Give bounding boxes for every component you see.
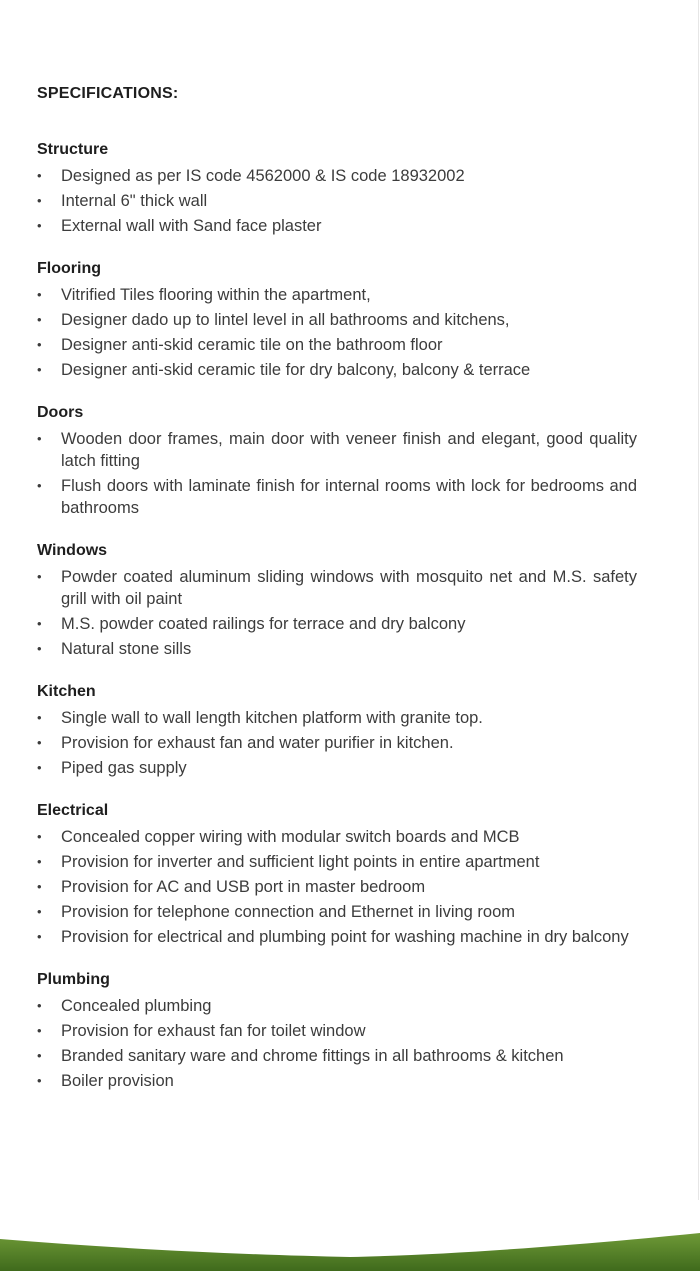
list-item bbox=[37, 995, 637, 1017]
bullet-icon: • bbox=[37, 710, 42, 725]
bullet-icon: • bbox=[37, 904, 42, 919]
spec-list bbox=[37, 428, 637, 519]
list-item-text: Provision for exhaust fan and water purifier in kitchen. bbox=[61, 734, 454, 752]
bullet-icon: • bbox=[37, 998, 42, 1013]
bullet-icon: • bbox=[37, 218, 42, 233]
list-item bbox=[37, 707, 637, 729]
bullet-icon: • bbox=[37, 1073, 42, 1088]
list-item-text: Concealed plumbing bbox=[61, 997, 212, 1015]
spec-list bbox=[37, 165, 637, 237]
list-item-text: Provision for AC and USB port in master bedroom bbox=[61, 878, 426, 896]
section-title: Structure bbox=[37, 141, 109, 158]
list-item bbox=[37, 165, 637, 187]
list-item-text: Concealed copper wiring with modular switch boards and MCB bbox=[61, 828, 520, 846]
bullet-icon: • bbox=[37, 616, 42, 631]
section-title: Windows bbox=[37, 542, 108, 559]
list-item bbox=[37, 613, 637, 635]
bullet-icon: • bbox=[37, 1023, 42, 1038]
list-item bbox=[37, 309, 637, 331]
bullet-icon: • bbox=[37, 1048, 42, 1063]
list-item-text: Single wall to wall length kitchen platform with granite top. bbox=[61, 709, 483, 727]
list-item-text: External wall with Sand face plaster bbox=[61, 217, 322, 235]
list-item bbox=[37, 638, 637, 660]
list-item-text: Provision for inverter and sufficient light points in entire apartment bbox=[61, 853, 540, 871]
list-item bbox=[37, 1070, 637, 1092]
list-item-text: Natural stone sills bbox=[61, 640, 192, 658]
section-plumbing bbox=[37, 970, 637, 1092]
list-item bbox=[37, 475, 637, 519]
list-item bbox=[37, 215, 637, 237]
bullet-icon: • bbox=[37, 337, 42, 352]
section-title: Kitchen bbox=[37, 683, 96, 700]
list-item bbox=[37, 851, 637, 873]
section-kitchen bbox=[37, 682, 637, 779]
bullet-icon: • bbox=[37, 431, 42, 446]
list-item bbox=[37, 1045, 637, 1067]
spec-list bbox=[37, 566, 637, 660]
list-item-text: M.S. powder coated railings for terrace and dry balcony bbox=[61, 615, 466, 633]
list-item bbox=[37, 190, 637, 212]
list-item-text: Designed as per IS code 4562000 & IS code 18932002 bbox=[61, 167, 465, 185]
bullet-icon: • bbox=[37, 879, 42, 894]
grass-shape bbox=[0, 1233, 700, 1271]
bullet-icon: • bbox=[37, 854, 42, 869]
list-item-text: Provision for exhaust fan for toilet window bbox=[61, 1022, 366, 1040]
list-item bbox=[37, 926, 637, 948]
list-item-text: Flush doors with laminate finish for internal rooms with lock for bedrooms and bathrooms bbox=[61, 477, 637, 517]
spec-list bbox=[37, 995, 637, 1092]
list-item-text: Powder coated aluminum sliding windows with mosquito net and M.S. safety grill with oil paint bbox=[61, 568, 637, 608]
list-item bbox=[37, 826, 637, 848]
bullet-icon: • bbox=[37, 829, 42, 844]
bullet-icon: • bbox=[37, 735, 42, 750]
bullet-icon: • bbox=[37, 760, 42, 775]
right-edge-divider bbox=[698, 0, 699, 1200]
grass-footer-band bbox=[0, 1211, 700, 1271]
list-item bbox=[37, 359, 637, 381]
bullet-icon: • bbox=[37, 362, 42, 377]
list-item bbox=[37, 428, 637, 472]
list-item bbox=[37, 334, 637, 356]
bullet-icon: • bbox=[37, 569, 42, 584]
list-item-text: Wooden door frames, main door with veneer finish and elegant, good quality latch fitting bbox=[61, 430, 637, 470]
section-doors bbox=[37, 403, 637, 519]
bullet-icon: • bbox=[37, 168, 42, 183]
list-item bbox=[37, 876, 637, 898]
section-title: Doors bbox=[37, 404, 84, 421]
list-item bbox=[37, 566, 637, 610]
list-item-text: Branded sanitary ware and chrome fittings in all bathrooms & kitchen bbox=[61, 1047, 564, 1065]
bullet-icon: • bbox=[37, 641, 42, 656]
bullet-icon: • bbox=[37, 929, 42, 944]
list-item bbox=[37, 757, 637, 779]
bullet-icon: • bbox=[37, 478, 42, 493]
specifications-content bbox=[37, 85, 637, 1114]
bullet-icon: • bbox=[37, 312, 42, 327]
page-title: SPECIFICATIONS: bbox=[37, 85, 179, 102]
spec-list bbox=[37, 826, 637, 948]
list-item-text: Piped gas supply bbox=[61, 759, 187, 777]
list-item-text: Designer anti-skid ceramic tile on the bathroom floor bbox=[61, 336, 443, 354]
section-title: Flooring bbox=[37, 260, 101, 277]
list-item-text: Designer dado up to lintel level in all bathrooms and kitchens, bbox=[61, 311, 510, 329]
list-item-text: Designer anti-skid ceramic tile for dry balcony, balcony & terrace bbox=[61, 361, 531, 379]
section-electrical bbox=[37, 801, 637, 948]
section-windows bbox=[37, 541, 637, 660]
spec-list bbox=[37, 707, 637, 779]
section-title: Electrical bbox=[37, 802, 109, 819]
bullet-icon: • bbox=[37, 287, 42, 302]
list-item bbox=[37, 901, 637, 923]
list-item-text: Internal 6" thick wall bbox=[61, 192, 208, 210]
list-item-text: Provision for telephone connection and Ethernet in living room bbox=[61, 903, 516, 921]
list-item bbox=[37, 732, 637, 754]
spec-list bbox=[37, 284, 637, 381]
section-structure bbox=[37, 140, 637, 237]
list-item-text: Vitrified Tiles flooring within the apartment, bbox=[61, 286, 371, 304]
list-item bbox=[37, 284, 637, 306]
list-item-text: Provision for electrical and plumbing point for washing machine in dry balcony bbox=[61, 928, 629, 946]
sections-container bbox=[37, 140, 637, 1092]
list-item-text: Boiler provision bbox=[61, 1072, 174, 1090]
section-title: Plumbing bbox=[37, 971, 110, 988]
bullet-icon: • bbox=[37, 193, 42, 208]
section-flooring bbox=[37, 259, 637, 381]
list-item bbox=[37, 1020, 637, 1042]
